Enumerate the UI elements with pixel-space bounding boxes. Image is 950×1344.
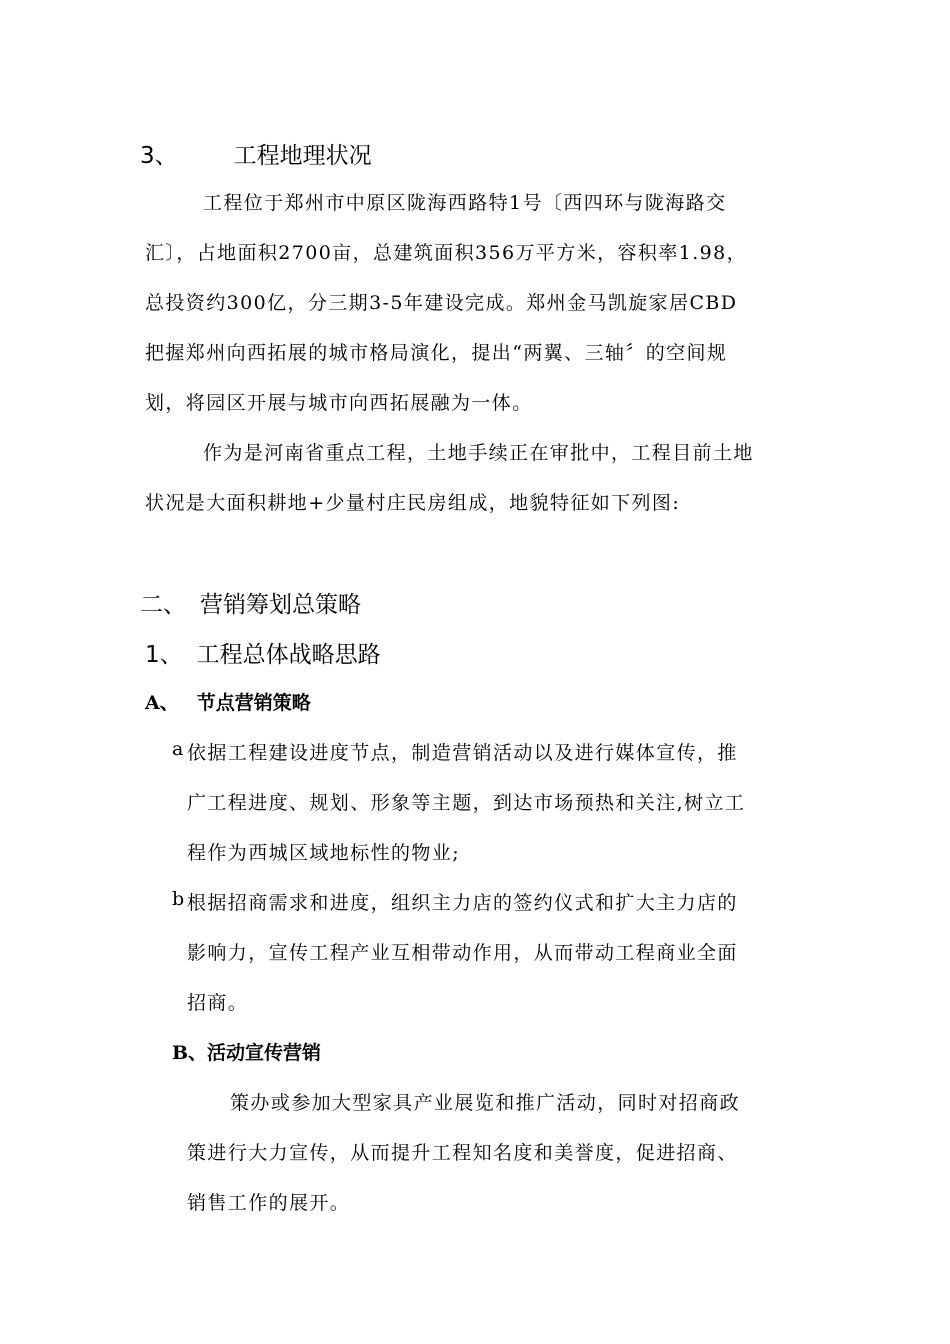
paragraph-line: 工程位于郑州市中原区陇海西路特1号〔西四环与陇海路交	[203, 192, 727, 214]
list-item-line: 根据招商需求和进度，组织主力店的签约仪式和扩大主力店的	[187, 892, 738, 914]
paragraph-line: 把握郑州向西拓展的城市格局演化，提出“两翼、三轴〞的空间规	[145, 342, 728, 364]
list-item-line: 招商。	[187, 992, 249, 1014]
section-3-heading	[140, 137, 372, 170]
section-3-title: 工程地理状况	[233, 143, 372, 169]
heading-b-title: B、活动宣传营销	[172, 1042, 322, 1064]
paragraph-line: 策进行大力宣传，从而提升工程知名度和美誉度，促进招商、	[187, 1142, 738, 1164]
paragraph-line: 状况是大面积耕地+少量村庄民房组成，地貌特征如下列图:	[145, 492, 681, 514]
section-3-number: 3、	[140, 143, 178, 169]
heading-a-title: 节点营销策略	[196, 692, 311, 714]
list-item-line: 广工程进度、规划、形象等主题，到达市场预热和关注,树立工	[187, 792, 746, 814]
list-item-line: 程作为西城区域地标性的物业;	[187, 842, 461, 864]
heading-b	[172, 1038, 321, 1065]
list-item-line: 依据工程建设进度节点，制造营销活动以及进行媒体宣传，推	[187, 742, 738, 764]
paragraph-line: 销售工作的展开。	[187, 1192, 351, 1214]
heading-a	[145, 688, 311, 715]
chapter-2-number: 二、	[140, 592, 186, 618]
chapter-2-title: 营销筹划总策略	[200, 592, 361, 618]
paragraph-line: 作为是河南省重点工程，土地手续正在审批中，工程目前土地	[203, 442, 754, 464]
list-item-line: 影响力，宣传工程产业互相带动作用，从而带动工程商业全面	[187, 942, 738, 964]
paragraph-line: 策办或参加大型家具产业展览和推广活动，同时对招商政	[230, 1092, 741, 1114]
chapter-2-heading	[140, 586, 361, 619]
list-marker-b: b	[172, 888, 186, 910]
paragraph-line: 汇〕，占地面积2700亩，总建筑面积356万平方米，容积率1.98，	[145, 242, 748, 264]
paragraph-line: 划，将园区开展与城市向西拓展融为一体。	[145, 392, 533, 414]
subsection-1-number: 1、	[145, 642, 183, 668]
list-marker-a: a	[172, 738, 185, 760]
paragraph-line: 总投资约300亿，分三期3-5年建设完成。郑州金马凯旋家居CBD	[145, 292, 738, 314]
subsection-1-heading	[145, 636, 381, 669]
subsection-1-title: 工程总体战略思路	[196, 642, 381, 668]
heading-a-number: A、	[145, 692, 179, 714]
